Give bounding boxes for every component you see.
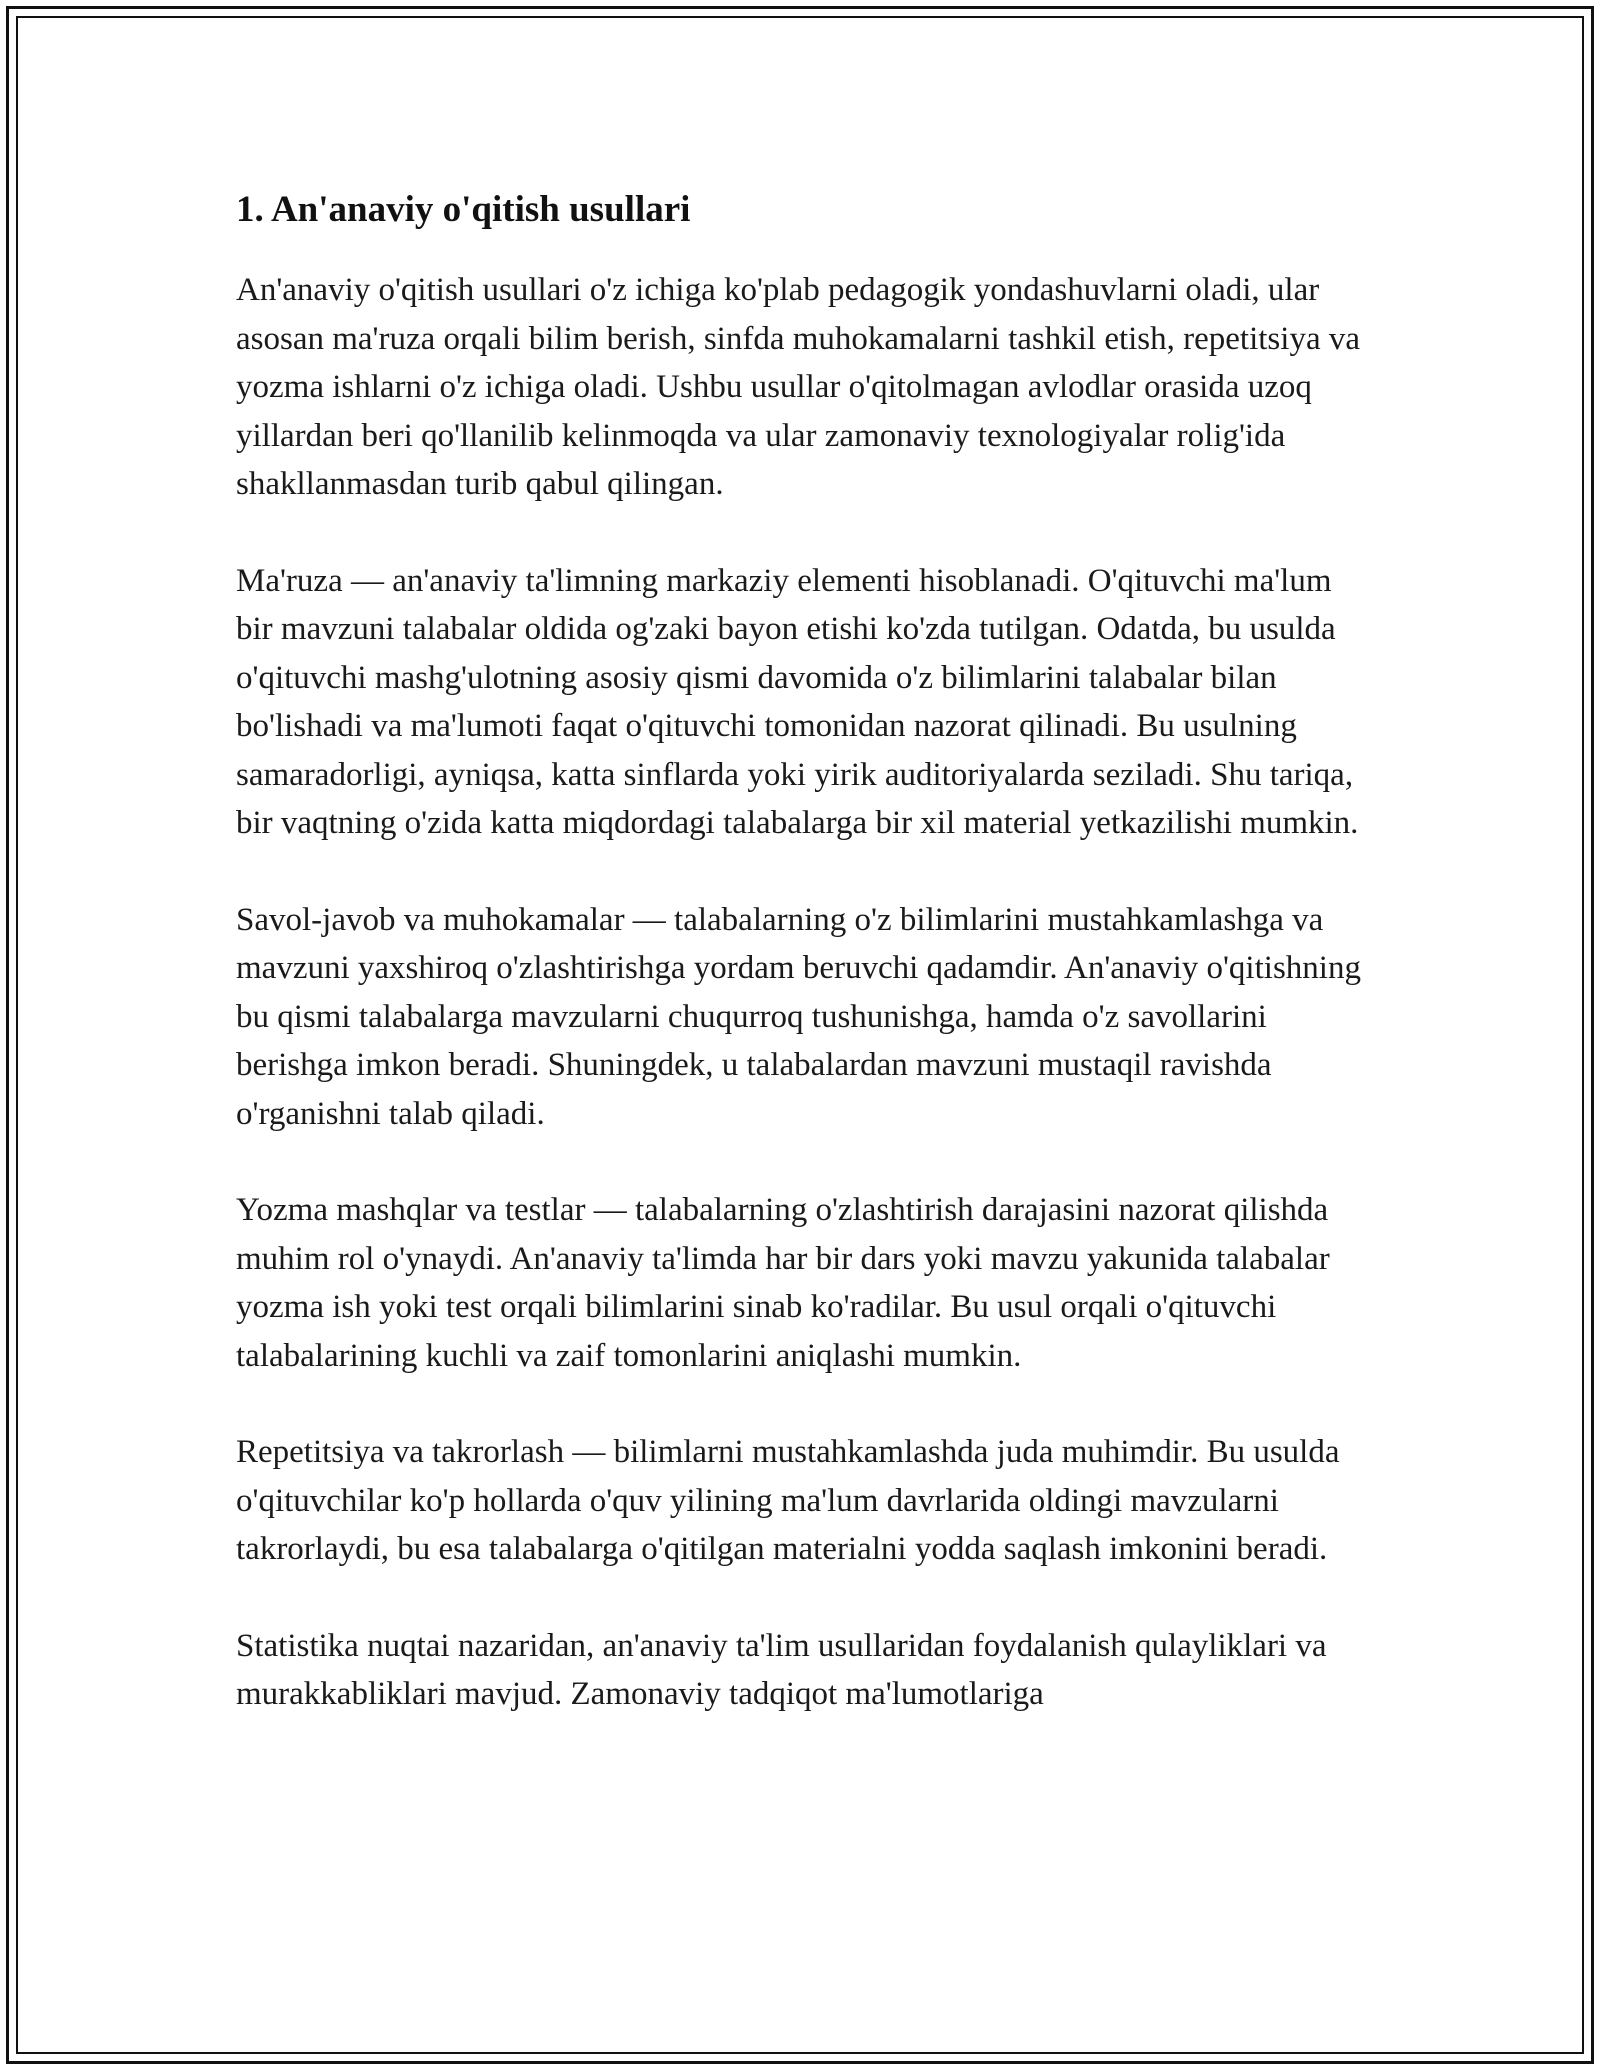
paragraph-intro: An'anaviy o'qitish usullari o'z ichiga ko'plab pedagogik yondashuvlarni oladi, ular asosan ma'ruza orqali bilim berish, sinfda muhokamalarni tashkil etish, repetitsiya va yozma ishlarni o'z ichiga oladi. Ushbu usullar o'qitolmagan avlodlar orasida uzoq yillardan beri qo'llanilib kelinmoqda va ular zamonaviy texnologiyalar rolig'ida shakllanmasdan turib qabul qilingan. (236, 272, 1360, 502)
paragraph-lecture: Ma'ruza — an'anaviy ta'limning markaziy elementi hisoblanadi. O'qituvchi ma'lum bir mavzuni talabalar oldida og'zaki bayon etishi ko'zda tutilgan. Odatda, bu usulda o'qituvchi mashg'ulotning asosiy qismi davomida o'z bilimlarini talabalar bilan bo'lishadi va ma'lumoti faqat o'qituvchi tomonidan nazorat qilinadi. Bu usulning samaradorligi, ayniqsa, katta sinflarda yoki yirik auditoriyalarda seziladi. Shu tariqa, bir vaqtning o'zida katta miqdordagi talabalarga bir xil material yetkazilishi mumkin. (236, 562, 1359, 841)
paragraph-discussion: Savol-javob va muhokamalar — talabalarning o'z bilimlarini mustahkamlashga va mavzuni yaxshiroq o'zlashtirishga yordam beruvchi qadamdir. An'anaviy o'qitishning bu qismi talabalarga mavzularni chuqurroq tushunishga, hamda o'z savollarini berishga imkon beradi. Shuningdek, u talabalardan mavzuni mustaqil ravishda o'rganishni talab qiladi. (236, 901, 1361, 1132)
section-title: 1. An'anaviy o'qitish usullari (236, 189, 691, 230)
paragraph-written-tests: Yozma mashqlar va testlar — talabalarning o'zlashtirish darajasini nazorat qilishda muhim rol o'ynaydi. An'anaviy ta'limda har bir dars yoki mavzu yakunida talabalar yozma ish yoki test orqali bilimlarini sinab ko'radilar. Bu usul orqali o'qituvchi talabalarining kuchli va zaif tomonlarini aniqlashi mumkin. (236, 1192, 1330, 1374)
paragraph-statistics: Statistika nuqtai nazaridan, an'anaviy ta'lim usullaridan foydalanish qulayliklari va murakkabliklari mavjud. Zamonaviy tadqiqot ma'lumotlariga (236, 1627, 1327, 1712)
document-body (236, 188, 1376, 1767)
paragraph-repetition: Repetitsiya va takrorlash — bilimlarni mustahkamlashda juda muhimdir. Bu usulda o'qituvchilar ko'p hollarda o'quv yilining ma'lum davrlarida oldingi mavzularni takrorlaydi, bu esa talabalarga o'qitilgan materialni yodda saqlash imkonini beradi. (236, 1434, 1340, 1567)
